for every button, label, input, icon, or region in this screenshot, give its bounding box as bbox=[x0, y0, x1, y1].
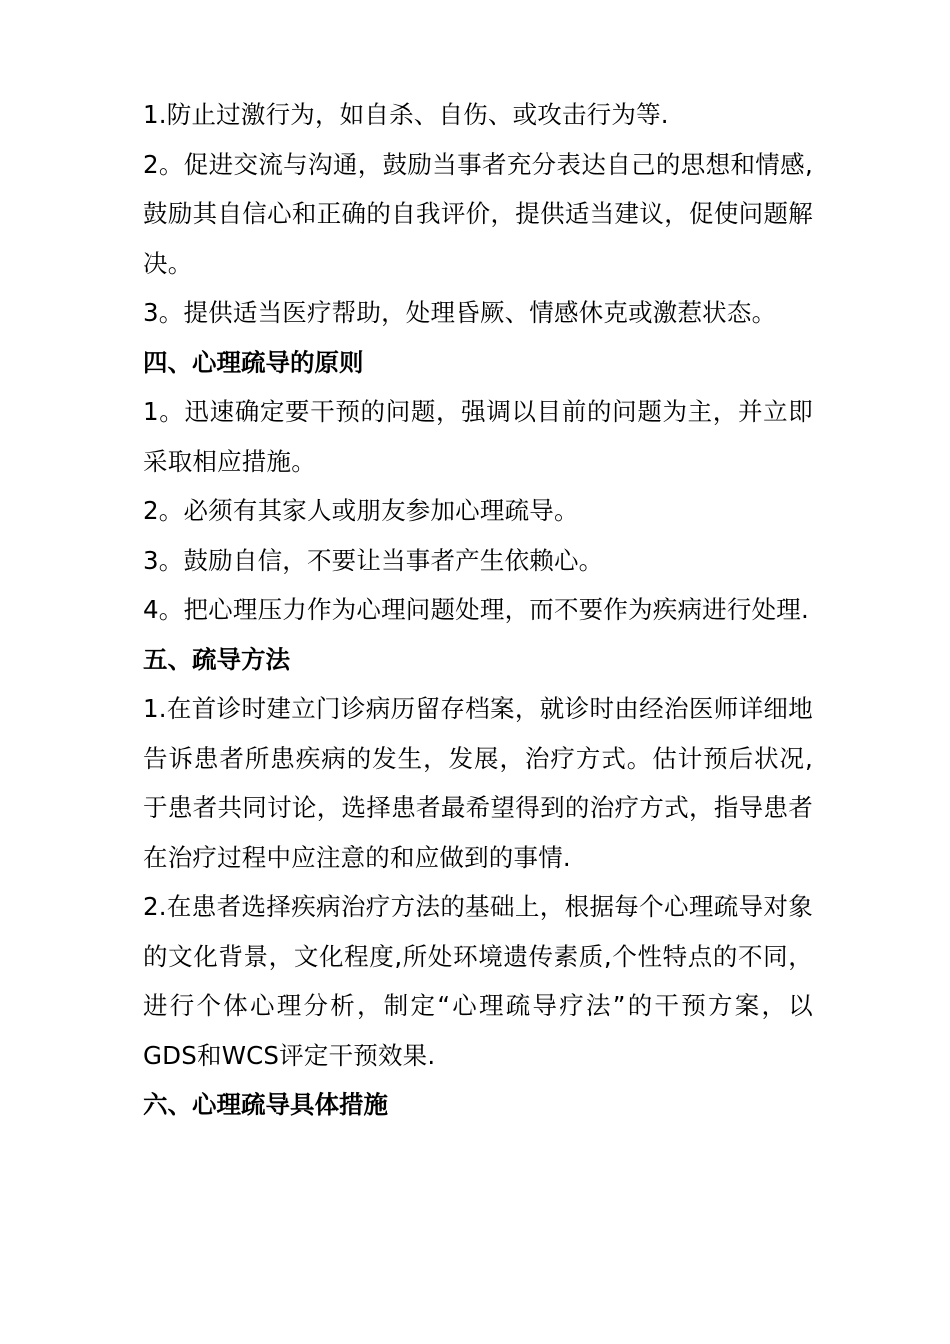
document-page bbox=[143, 90, 813, 1130]
paragraph-method-1: 1.在首诊时建立门诊病历留存档案，就诊时由经治医师详细地告诉患者所患疾病的发生，发展，治疗方式。估计预后状况,于患者共同讨论，选择患者最希望得到的治疗方式，指导患者在治疗过程中应注意的和应做到的事情. bbox=[143, 694, 813, 872]
paragraph-principle-3: 3。鼓励自信，不要让当事者产生依赖心。 bbox=[143, 545, 604, 575]
paragraph-goal-1: 1.防止过激行为，如自杀、自伤、或攻击行为等. bbox=[143, 100, 669, 129]
paragraph-principle-4: 4。把心理压力作为心理问题处理，而不要作为疾病进行处理. bbox=[143, 595, 809, 624]
section-heading-measures: 六、心理疏导具体措施 bbox=[143, 1090, 388, 1119]
paragraph-goal-2: 2。促进交流与沟通，鼓励当事者充分表达自己的思想和情感,鼓励其自信心和正确的自我评价，提供适当建议，促使问题解决。 bbox=[143, 149, 813, 278]
paragraph-principle-2: 2。必须有其家人或朋友参加心理疏导。 bbox=[143, 496, 579, 525]
paragraph-principle-1: 1。迅速确定要干预的问题，强调以目前的问题为主，并立即采取相应措施。 bbox=[143, 397, 813, 476]
paragraph-method-2: 2.在患者选择疾病治疗方法的基础上，根据每个心理疏导对象的文化背景，文化程度,所处环境遗传素质,个性特点的不同，进行个体心理分析，制定“心理疏导疗法”的干预方案，以GDS和WCS评定干预效果. bbox=[143, 892, 813, 1070]
paragraph-goal-3: 3。提供适当医疗帮助，处理昏厥、情感休克或激惹状态。 bbox=[143, 298, 777, 327]
section-heading-principles: 四、心理疏导的原则 bbox=[143, 347, 364, 377]
section-heading-methods: 五、疏导方法 bbox=[143, 644, 290, 674]
